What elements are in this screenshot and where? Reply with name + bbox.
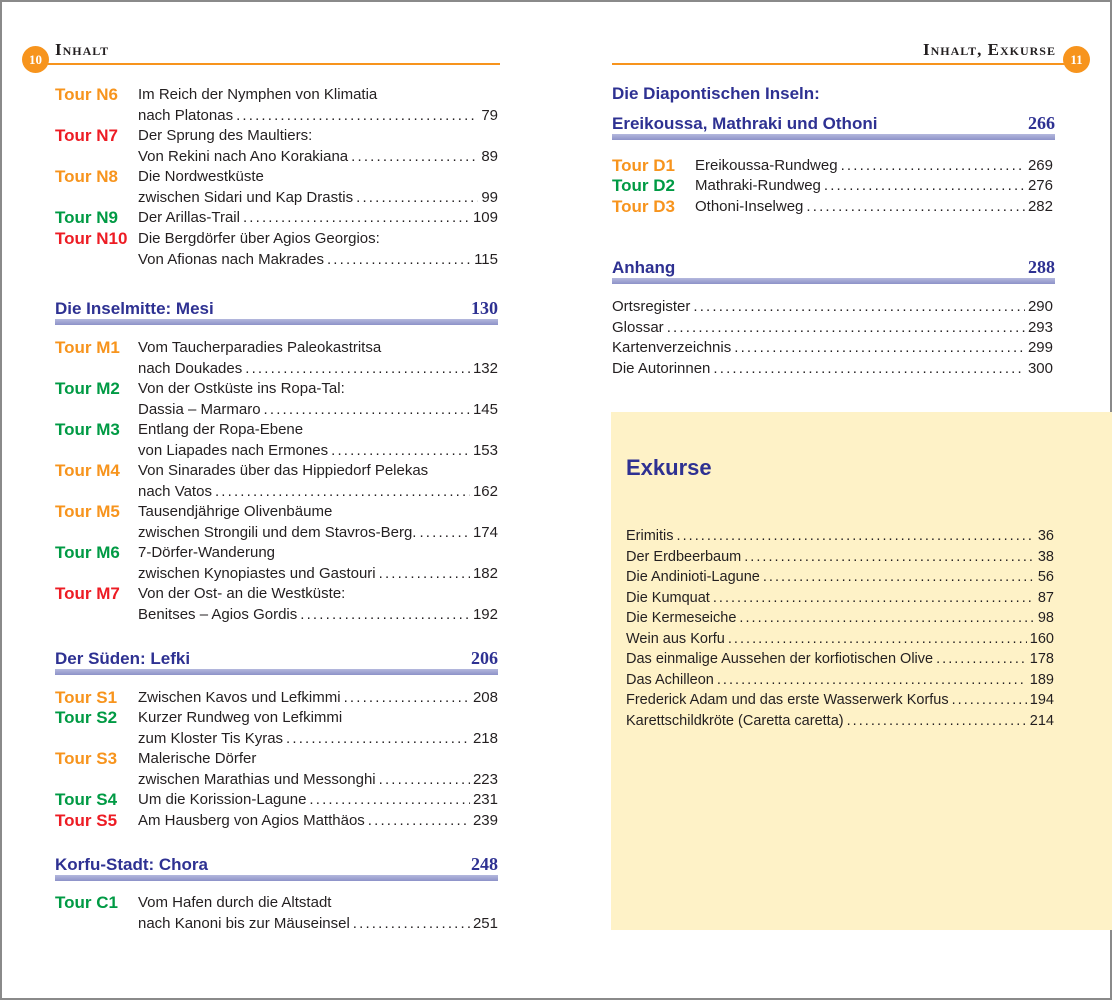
- exkurs-page: 214: [1029, 712, 1054, 729]
- exkurs-item[interactable]: [626, 526, 1054, 547]
- section-underline: [55, 669, 498, 675]
- exkurs-page: 194: [1029, 692, 1054, 708]
- toc-entry-d2[interactable]: [612, 176, 1053, 197]
- tour-code: Tour S2: [55, 708, 118, 727]
- running-head-left: Inhalt: [55, 40, 110, 59]
- toc-entry-n7[interactable]: [55, 126, 498, 168]
- exkurs-item[interactable]: [626, 588, 1054, 609]
- section-heading-mesi[interactable]: [55, 295, 498, 319]
- toc-entry-d1[interactable]: [612, 156, 1053, 177]
- tour-title: Othoni-Inselweg: [695, 198, 804, 215]
- tour-page: 192: [472, 605, 498, 623]
- section-title: Die Inselmitte: Mesi: [55, 299, 214, 318]
- section-page: 288: [1028, 257, 1055, 277]
- toc-entry-m1[interactable]: [55, 338, 498, 380]
- tour-title: Vom Taucherparadies Paleokastritsa: [138, 339, 382, 356]
- section-heading-anhang[interactable]: [612, 254, 1055, 278]
- tour-code: Tour M6: [55, 543, 120, 562]
- toc-entry-s1[interactable]: [55, 688, 498, 709]
- tour-title: Tausendjährige Olivenbäume: [138, 503, 333, 520]
- running-head-right: Inhalt, Exkurse: [922, 40, 1056, 59]
- section-underline: [55, 319, 498, 325]
- tour-code: Tour S5: [55, 811, 118, 830]
- tour-title: Mathraki-Rundweg: [695, 177, 821, 194]
- tour-page: 89: [481, 147, 498, 165]
- tour-page: 282: [1027, 198, 1053, 215]
- tour-page: 251: [472, 914, 498, 932]
- anhang-page: 290: [1027, 298, 1053, 315]
- exkurs-item[interactable]: [626, 670, 1054, 691]
- tour-title: Von Rekini nach Ano Korakiana: [138, 147, 349, 165]
- tour-code: Tour C1: [55, 893, 118, 912]
- tour-page: 145: [472, 400, 498, 418]
- anhang-label: Kartenverzeichnis: [612, 339, 732, 356]
- tour-title: Um die Korission-Lagune: [138, 791, 307, 808]
- exkurs-item[interactable]: [626, 711, 1054, 732]
- exkurs-page: 98: [1037, 610, 1054, 626]
- tour-title: Dassia – Marmaro: [138, 400, 261, 418]
- anhang-page: 299: [1027, 339, 1053, 356]
- tour-title: zwischen Kynopiastes und Gastouri: [138, 564, 376, 582]
- exkurs-label: Frederick Adam und das erste Wasserwerk Korfus: [626, 692, 949, 708]
- tour-title: Entlang der Ropa-Ebene: [138, 421, 304, 438]
- tour-code: Tour M3: [55, 420, 120, 439]
- tour-title: zum Kloster Tis Kyras: [138, 729, 284, 747]
- exkurs-page: 38: [1037, 548, 1054, 565]
- tour-page: 99: [481, 188, 498, 206]
- tour-title: Am Hausberg von Agios Matthäos: [138, 812, 365, 829]
- exkurse-list: [626, 526, 1054, 736]
- section-page: 248: [471, 854, 498, 874]
- anhang-label: Ortsregister: [612, 298, 691, 315]
- tour-code: Tour M7: [55, 584, 120, 603]
- tour-title: Kurzer Rundweg von Lefkimmi: [138, 709, 343, 726]
- toc-entry-n8[interactable]: [55, 167, 498, 209]
- exkurs-label: Die Kermeseiche: [626, 610, 737, 626]
- tour-page: 109: [472, 209, 498, 226]
- tour-code: Tour D2: [612, 176, 675, 195]
- anhang-item[interactable]: [612, 318, 1053, 339]
- tour-page: 79: [481, 106, 498, 124]
- tour-title: Malerische Dörfer: [138, 750, 257, 767]
- tour-page: 223: [472, 770, 498, 788]
- exkurs-label: Wein aus Korfu: [626, 630, 725, 647]
- section-title: Ereikoussa, Mathraki und Othoni: [612, 114, 878, 133]
- tour-title: zwischen Strongili und dem Stavros-Berg.: [138, 523, 417, 541]
- exkurs-item[interactable]: [626, 608, 1054, 629]
- tour-title: Die Nordwestküste: [138, 168, 264, 185]
- anhang-label: Die Autorinnen: [612, 359, 711, 377]
- tour-title: Der Arillas-Trail: [138, 209, 240, 226]
- tour-title: zwischen Marathias und Messonghi: [138, 770, 376, 788]
- exkurs-label: Die Kumquat: [626, 589, 710, 606]
- tour-page: 153: [472, 441, 498, 459]
- exkurs-page: 178: [1029, 651, 1054, 667]
- exkurs-page: 189: [1029, 671, 1054, 688]
- tour-page: 182: [472, 564, 498, 582]
- tour-code: Tour S1: [55, 688, 118, 707]
- tour-page: 269: [1027, 157, 1053, 174]
- anhang-item[interactable]: [612, 338, 1053, 359]
- toc-entry-m3[interactable]: [55, 420, 498, 462]
- tour-code: Tour S3: [55, 749, 118, 768]
- section-underline: [55, 875, 498, 881]
- tour-page: 174: [472, 523, 498, 541]
- tour-title: nach Vatos: [138, 482, 212, 500]
- tour-code: Tour M1: [55, 338, 120, 357]
- exkurs-item[interactable]: [626, 547, 1054, 568]
- tour-code: Tour M2: [55, 379, 120, 398]
- section-heading-lefki[interactable]: [55, 645, 498, 669]
- toc-entry-n6[interactable]: [55, 85, 498, 127]
- tour-page: 115: [474, 250, 498, 268]
- section-title: Der Süden: Lefki: [55, 649, 191, 668]
- exkurs-label: Die Andinioti-Lagune: [626, 569, 760, 585]
- toc-entry-s3[interactable]: [55, 749, 498, 791]
- tour-title: von Liapades nach Ermones: [138, 441, 329, 459]
- tour-title: Von Sinarades über das Hippiedorf Pelekas: [138, 462, 429, 479]
- exkurs-page: 87: [1037, 589, 1054, 606]
- tour-title: Der Sprung des Maultiers:: [138, 127, 313, 144]
- toc-entry-s5[interactable]: [55, 811, 498, 832]
- section-title: Korfu-Stadt: Chora: [55, 855, 208, 874]
- tour-title: Die Bergdörfer über Agios Georgios:: [138, 230, 380, 247]
- header-rule-right: [612, 63, 1067, 65]
- exkurs-item[interactable]: [626, 649, 1054, 670]
- section-underline: [612, 278, 1055, 284]
- exkurs-label: Das Achilleon: [626, 671, 714, 688]
- section-heading-chora[interactable]: [55, 851, 498, 875]
- toc-entry-m6[interactable]: [55, 543, 498, 585]
- toc-entry-n9[interactable]: [55, 208, 498, 229]
- exkurs-page: 160: [1029, 630, 1054, 647]
- toc-entry-c1[interactable]: [55, 893, 498, 935]
- exkurs-label: Erimitis: [626, 528, 674, 544]
- tour-title: Im Reich der Nymphen von Klimatia: [138, 86, 378, 103]
- exkurs-item[interactable]: [626, 690, 1054, 711]
- section-page: 266: [1028, 113, 1055, 133]
- tour-title: Von der Ostküste ins Ropa-Tal:: [138, 380, 345, 397]
- section-page: 130: [471, 298, 498, 318]
- anhang-page: 293: [1027, 318, 1053, 336]
- tour-title: nach Doukades: [138, 359, 243, 377]
- toc-entry-n10[interactable]: [55, 229, 498, 271]
- exkurs-item[interactable]: [626, 629, 1054, 650]
- tour-page: 218: [472, 729, 498, 747]
- anhang-item[interactable]: [612, 297, 1053, 318]
- tour-code: Tour M4: [55, 461, 120, 480]
- tour-code: Tour D3: [612, 197, 675, 216]
- exkurs-label: Karettschildkröte (Caretta caretta): [626, 712, 844, 729]
- exkurs-item[interactable]: [626, 567, 1054, 588]
- anhang-item[interactable]: [612, 359, 1053, 380]
- anhang-page: 300: [1027, 359, 1053, 377]
- tour-code: Tour S4: [55, 790, 118, 809]
- toc-entry-m7[interactable]: [55, 584, 498, 626]
- tour-title: nach Kanoni bis zur Mäuseinsel: [138, 914, 350, 932]
- tour-page: 132: [472, 359, 498, 377]
- tour-title: Zwischen Kavos und Lefkimmi: [138, 689, 341, 706]
- tour-title: 7-Dörfer-Wanderung: [138, 544, 275, 561]
- exkurse-title: Exkurse: [626, 455, 712, 480]
- exkurs-page: 36: [1037, 528, 1054, 544]
- tour-page: 239: [472, 812, 498, 829]
- section-heading-diapontic[interactable]: [612, 110, 1055, 134]
- header-rule-left: [48, 63, 500, 65]
- tour-title: Ereikoussa-Rundweg: [695, 157, 838, 174]
- tour-code: Tour N6: [55, 85, 118, 104]
- tour-code: Tour M5: [55, 502, 120, 521]
- tour-code: Tour D1: [612, 156, 675, 175]
- toc-entry-s4[interactable]: [55, 790, 498, 811]
- tour-code: Tour N10: [55, 229, 128, 248]
- toc-entry-d3[interactable]: [612, 197, 1053, 218]
- exkurs-label: Der Erdbeerbaum: [626, 548, 742, 565]
- tour-page: 231: [472, 791, 498, 808]
- toc-entry-m4[interactable]: [55, 461, 498, 503]
- tour-title: Benitses – Agios Gordis: [138, 605, 298, 623]
- section-page: 206: [471, 648, 498, 668]
- tour-title: nach Platonas: [138, 106, 234, 124]
- toc-entry-m5[interactable]: [55, 502, 498, 544]
- exkurs-label: Das einmalige Aussehen der korfiotischen Olive: [626, 651, 934, 667]
- exkurs-page: 56: [1037, 569, 1054, 585]
- tour-title: Von Afionas nach Makrades: [138, 250, 324, 268]
- tour-title: Von der Ost- an die Westküste:: [138, 585, 346, 602]
- tour-code: Tour N9: [55, 208, 118, 227]
- section-title: Anhang: [612, 258, 676, 277]
- tour-code: Tour N8: [55, 167, 118, 186]
- tour-title: Vom Hafen durch die Altstadt: [138, 894, 332, 911]
- tour-page: 276: [1027, 177, 1053, 194]
- toc-entry-s2[interactable]: [55, 708, 498, 750]
- anhang-list: [612, 297, 1053, 381]
- page-number-right: 11: [1063, 46, 1090, 73]
- tour-page: 208: [472, 689, 498, 706]
- tour-page: 162: [472, 482, 498, 500]
- toc-entry-m2[interactable]: [55, 379, 498, 421]
- tour-title: zwischen Sidari und Kap Drastis: [138, 188, 354, 206]
- anhang-label: Glossar: [612, 318, 664, 336]
- section-heading-diapontic-line1: Die Diapontischen Inseln:: [612, 84, 820, 103]
- tour-code: Tour N7: [55, 126, 118, 145]
- section-underline: [612, 134, 1055, 140]
- page-number-left: 10: [22, 46, 49, 73]
